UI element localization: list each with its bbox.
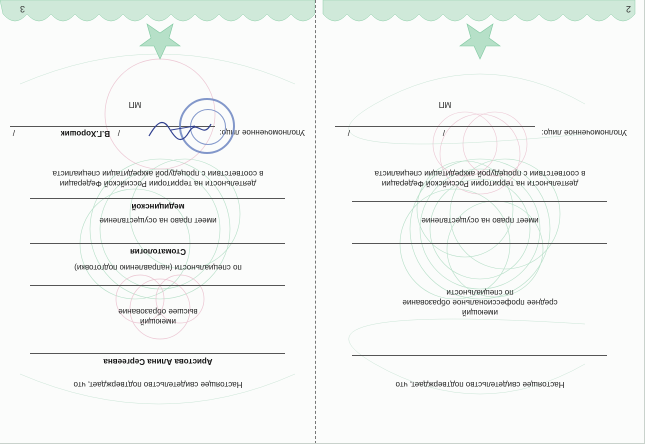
cert-intro: Настоящее свидетельство подтверждает, что (73, 380, 243, 389)
slash: / (347, 128, 350, 137)
has-right-label: имеет право на осуществление (99, 216, 217, 225)
cert-intro: Настоящее свидетельство подтверждает, что (395, 380, 565, 389)
activity-line-2: в соответствии с процедурой аккредитации специалиста (374, 169, 586, 178)
education-text: среднее профессиональное образование (402, 298, 558, 307)
slash: / (442, 128, 445, 137)
authorized-label: Уполномоченное лицо: (541, 128, 627, 137)
by-specialty-label: по специальности (446, 288, 514, 297)
mp-label: МП (128, 100, 142, 109)
activity-line-1: деятельности на территории Российской Федерации (59, 179, 257, 188)
signer-name: В.Г.Хорошик (60, 129, 110, 138)
authorized-label: Уполномоченное лицо: (219, 128, 305, 137)
page-number: 2 (625, 4, 631, 14)
has-right-label: имеет право на осуществление (421, 216, 539, 225)
education-text: высшее образование (118, 307, 198, 316)
activity-type: медицинской (131, 202, 185, 211)
mp-label: МП (438, 100, 452, 109)
having-label: имеющий (140, 317, 176, 326)
activity-line-1: деятельности на территории Российской Федерации (381, 179, 579, 188)
activity-line-2: в соответствии с процедурой аккредитации специалиста (52, 169, 264, 178)
specialty-value: Стоматология (130, 247, 186, 256)
holder-name: Аристова Алина Сергеевна (103, 357, 213, 366)
signer-name-slash: / (117, 128, 120, 137)
page-number: 3 (19, 4, 25, 14)
slash: / (12, 128, 15, 137)
by-specialty-label: по специальности (направлению подготовки) (74, 263, 242, 272)
having-label: имеющий (462, 308, 498, 317)
